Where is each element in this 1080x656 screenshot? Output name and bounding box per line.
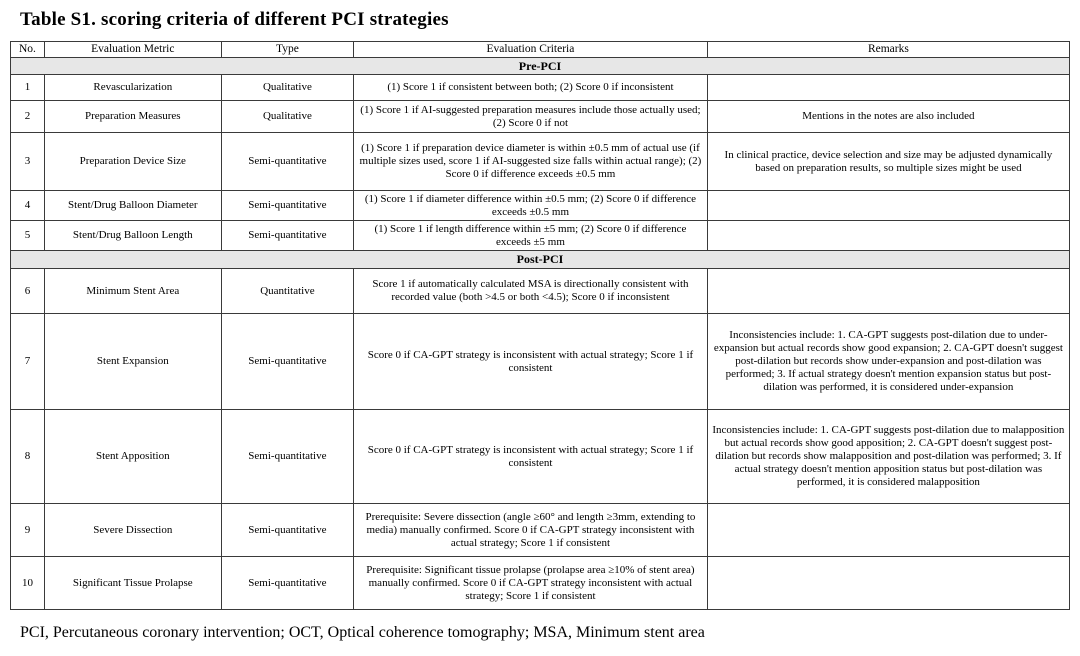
scoring-criteria-table: [10, 41, 1070, 610]
cell-type: Quantitative: [221, 269, 353, 314]
column-header-no: No.: [11, 42, 45, 58]
cell-type: Qualitative: [221, 101, 353, 133]
cell-criteria: Prerequisite: Significant tissue prolapse (prolapse area ≥10% of stent area) manually confirmed. Score 0 if CA-GPT strategy inconsistent with actual strategy; Score 1 if consistent: [354, 557, 708, 610]
cell-remarks: [707, 221, 1069, 251]
cell-metric: Preparation Device Size: [44, 133, 221, 191]
cell-remarks: [707, 75, 1069, 101]
cell-metric: Preparation Measures: [44, 101, 221, 133]
cell-remarks: [707, 504, 1069, 557]
cell-type: Semi-quantitative: [221, 410, 353, 504]
cell-remarks: In clinical practice, device selection and size may be adjusted dynamically based on preparation results, so multiple sizes might be used: [707, 133, 1069, 191]
cell-type: Semi-quantitative: [221, 221, 353, 251]
cell-no: 5: [11, 221, 45, 251]
table-row: [11, 269, 1070, 314]
cell-metric: Stent/Drug Balloon Diameter: [44, 191, 221, 221]
cell-metric: Severe Dissection: [44, 504, 221, 557]
header-row: [11, 42, 1070, 58]
cell-criteria: Score 1 if automatically calculated MSA is directionally consistent with recorded value (both >4.5 or both <4.5); Score 0 if inconsistent: [354, 269, 708, 314]
document-page: [0, 9, 1080, 656]
table-row: [11, 314, 1070, 410]
cell-metric: Minimum Stent Area: [44, 269, 221, 314]
table-row: [11, 410, 1070, 504]
table-row: [11, 75, 1070, 101]
cell-criteria: Score 0 if CA-GPT strategy is inconsistent with actual strategy; Score 1 if consistent: [354, 314, 708, 410]
cell-no: 9: [11, 504, 45, 557]
cell-remarks: Mentions in the notes are also included: [707, 101, 1069, 133]
section-row-pre-pci: [11, 58, 1070, 75]
column-header-evaluation-criteria: Evaluation Criteria: [354, 42, 708, 58]
cell-type: Semi-quantitative: [221, 504, 353, 557]
column-header-type: Type: [221, 42, 353, 58]
cell-no: 7: [11, 314, 45, 410]
table-row: [11, 221, 1070, 251]
cell-no: 4: [11, 191, 45, 221]
cell-no: 6: [11, 269, 45, 314]
column-header-remarks: Remarks: [707, 42, 1069, 58]
section-label-post-pci: Post-PCI: [11, 251, 1070, 269]
cell-criteria: (1) Score 1 if length difference within ±5 mm; (2) Score 0 if difference exceeds ±5 mm: [354, 221, 708, 251]
table-row: [11, 191, 1070, 221]
table-row: [11, 101, 1070, 133]
cell-metric: Revascularization: [44, 75, 221, 101]
cell-remarks: [707, 269, 1069, 314]
cell-no: 3: [11, 133, 45, 191]
section-row-post-pci: [11, 251, 1070, 269]
cell-criteria: Score 0 if CA-GPT strategy is inconsistent with actual strategy; Score 1 if consistent: [354, 410, 708, 504]
cell-remarks: Inconsistencies include: 1. CA-GPT suggests post-dilation due to malapposition but actual records show good apposition; 2. CA-GPT doesn't suggest post-dilation but records show malapposition and post-dilation was performed; 3. If actual strategy doesn't mention apposition status but post-dilation was performed, it is considered malapposition: [707, 410, 1069, 504]
cell-metric: Stent/Drug Balloon Length: [44, 221, 221, 251]
cell-type: Semi-quantitative: [221, 191, 353, 221]
cell-type: Qualitative: [221, 75, 353, 101]
cell-criteria: (1) Score 1 if preparation device diameter is within ±0.5 mm of actual use (if multiple sizes used, score 1 if AI-suggested size falls within actual range); (2) Score 0 if difference exceeds ±0.5 mm: [354, 133, 708, 191]
table-title: Table S1. scoring criteria of different PCI strategies: [20, 9, 449, 30]
table-row: [11, 557, 1070, 610]
cell-no: 1: [11, 75, 45, 101]
column-header-evaluation-metric: Evaluation Metric: [44, 42, 221, 58]
cell-type: Semi-quantitative: [221, 133, 353, 191]
cell-remarks: [707, 557, 1069, 610]
cell-criteria: Prerequisite: Severe dissection (angle ≥60° and length ≥3mm, extending to media) manually confirmed. Score 0 if CA-GPT strategy inconsistent with actual strategy; Score 1 if consistent: [354, 504, 708, 557]
cell-no: 10: [11, 557, 45, 610]
cell-no: 8: [11, 410, 45, 504]
cell-metric: Significant Tissue Prolapse: [44, 557, 221, 610]
cell-criteria: (1) Score 1 if consistent between both; (2) Score 0 if inconsistent: [354, 75, 708, 101]
cell-remarks: Inconsistencies include: 1. CA-GPT suggests post-dilation due to under-expansion but actual records show good expansion; 2. CA-GPT doesn't suggest post-dilation but records show under-expansion and post-dilation was performed; 3. If actual strategy doesn't mention expansion status but post-dilation was performed, it is considered under-expansion: [707, 314, 1069, 410]
table-row: [11, 133, 1070, 191]
cell-type: Semi-quantitative: [221, 314, 353, 410]
table-row: [11, 504, 1070, 557]
cell-criteria: (1) Score 1 if AI-suggested preparation measures include those actually used; (2) Score 0 if not: [354, 101, 708, 133]
cell-metric: Stent Expansion: [44, 314, 221, 410]
cell-type: Semi-quantitative: [221, 557, 353, 610]
cell-metric: Stent Apposition: [44, 410, 221, 504]
cell-remarks: [707, 191, 1069, 221]
cell-no: 2: [11, 101, 45, 133]
abbreviations-note: PCI, Percutaneous coronary intervention; OCT, Optical coherence tomography; MSA, Minimum stent area: [20, 624, 705, 641]
section-label-pre-pci: Pre-PCI: [11, 58, 1070, 75]
cell-criteria: (1) Score 1 if diameter difference within ±0.5 mm; (2) Score 0 if difference exceeds ±0.5 mm: [354, 191, 708, 221]
